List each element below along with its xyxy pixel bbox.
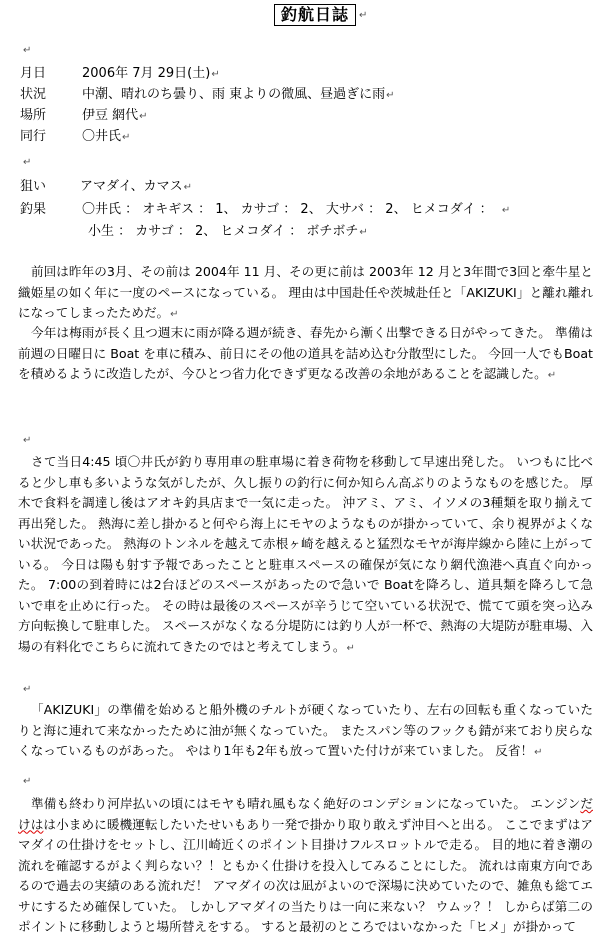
catch-text-2: 小生 ： カサゴ ： 2、 ヒメコダイ ： ボチボチ — [88, 224, 359, 239]
date-value-line: 2006年 7月 29日(土)↵ — [82, 66, 220, 81]
date-row — [20, 66, 46, 82]
place-value-line: 伊豆 網代↵ — [82, 108, 148, 123]
date-value: 2006年 7月 29日(土) — [82, 66, 211, 81]
document-title: 釣航日誌 — [274, 4, 356, 26]
catch-label: 釣果 — [20, 202, 47, 217]
paragraph-mark: ↵ — [359, 10, 368, 21]
catch-line-2: 小生 ： カサゴ ： 2、 ヒメコダイ ： ボチボチ↵ — [88, 224, 368, 239]
blank-line: ↵ — [23, 435, 32, 446]
title-row — [0, 4, 606, 30]
catch-line-1: 〇井氏 ： オキギス ： 1、 カサゴ ： 2、 大サバ ： 2、 ヒメコダイ ： ↵ — [82, 202, 511, 217]
paragraph-1: 前回は昨年の3月、その前は 2004年 11 月、その更に前は 2003年 12 月と3年間で3回と牽牛星と織姫星の如く年に一度のペースになっている。 理由は中国赴任や茨城赴任と「AKIZUKI」と離れ離れになってしまったためだ。↵ — [18, 264, 593, 320]
spellcheck-underlined-word: だけは — [18, 796, 593, 832]
paragraph-3-text: さて当日4:45 頃〇井氏が釣り専用車の駐車場に着き荷物を移動して早速出発した。 いつもに比べると少し車も多いような気がしたが、久し振りの釣行に何か知らん高ぶりのようなものを感じた。 厚木で食料を調達し後はアオキ釣具店まで一気に走った。 沖アミ、アミ、イソメの3種類を取り揃えて再出発した。 熱海に差し掛かると何やら海上にモヤのようなものが掛かっていて、余り視界がよくない状況であった。 熱海のトンネルを越えて赤根ヶ崎を越えると猛烈なモヤが海岸線から陸に上がっている。 今日は陽も射す予報であったことと駐車スペースの確保が気になり網代漁港へ真直ぐ向かった。 7:00の到着時には2台ほどのスペースがあったので急いで Boatを降ろし、道具類を降ろして急いで車を止めに行った。 その時は最後のスペースが辛うじて空いている状況で、慌てて頭を突っ込み方向転換して駐車した。 スペースがなくなる分堤防には釣り人が一杯で、熱海の大堤防が駐車場、入場の有料化でこちらに流れてきたのではと考えてしまう。 — [18, 454, 593, 654]
paragraph-1-text: 前回は昨年の3月、その前は 2004年 11 月、その更に前は 2003年 12 月と3年間で3回と牽牛星と織姫星の如く年に一度のペースになっている。 理由は中国赴任や茨城赴任と「AKIZUKI」と離れ離れになってしまったためだ。 — [18, 264, 593, 320]
target-label: 狙い — [20, 179, 47, 194]
status-value: 中潮、晴れのち曇り、雨 東よりの微風、昼過ぎに雨 — [82, 87, 386, 102]
blank-line: ↵ — [23, 45, 32, 56]
paragraph-2: 今年は梅雨が長く且つ週末に雨が降る週が続き、春先から漸く出撃できる日がやってきた。 準備は前週の日曜日に Boat を車に積み、前日にその他の道具を詰め込む分散型にした。 今回一人でもBoatを積めるように改造したが、今ひとつ省力化できず更なる改善の余地があることを認識した。↵ — [18, 325, 593, 381]
companion-value-line: 〇井氏↵ — [82, 129, 131, 144]
blank-line: ↵ — [23, 684, 32, 695]
paragraph-4: 「AKIZUKI」の準備を始めると船外機のチルトが硬くなっていたり、左右の回転も重くなっていたりと海に連れて来なかったために油が無くなっていた。 またスパン等のフックも錆が来ており戻らなくなっているものがあった。 やはり1年も2年も放って置いた付けが来ていました。 反省！↵ — [18, 702, 593, 758]
paragraph-5-text-b: は小まめに暖機運転したいたせいもあり一発で掛かり取り敢えず沖目へと出る。 ここでまずはアマダイの仕掛けをセットし、江川崎近くのポイント目掛けフルスロットルで走る。 目的地に着き潮の流れを確認するがよく判らない？！ともかく仕掛けを投入してみることにした。 流れは南東方向であるので過去の実績のある流れだ！ アマダイの次は凪がよいので深場に決めていたので、雑魚も総てエサにするため確保していた。 しかしアマダイの当たりは一向に来ない？ ウムッ？！ しからば第二のポイントに移動しようと場所替えをする。 すると最初のところではいなかった「ヒメ」が掛かって — [18, 816, 594, 934]
place-label: 場所 — [20, 108, 47, 123]
paragraph-3: さて当日4:45 頃〇井氏が釣り専用車の駐車場に着き荷物を移動して早速出発した。 いつもに比べると少し車も多いような気がしたが、久し振りの釣行に何か知らん高ぶりのようなものを感じた。 厚木で食料を調達し後はアオキ釣具店まで一気に走った。 沖アミ、アミ、イソメの3種類を取り揃えて再出発した。 熱海に差し掛かると何やら海上にモヤのようなものが掛かっていて、余り視界がよくない状況であった。 熱海のトンネルを越えて赤根ヶ崎を越えると猛烈なモヤが海岸線から陸に上がっている。 今日は陽も射す予報であったことと駐車スペースの確保が気になり網代漁港へ真直ぐ向かった。 7:00の到着時には2台ほどのスペースがあったので急いで Boatを降ろし、道具類を降ろして急いで車を止めに行った。 その時は最後のスペースが辛うじて空いている状況で、慌てて頭を突っ込み方向転換して駐車した。 スペースがなくなる分堤防には釣り人が一杯で、熱海の大堤防が駐車場、入場の有料化でこちらに流れてきたのではと考えてしまう。↵ — [18, 454, 593, 654]
catch-text-1: 〇井氏 ： オキギス ： 1、 カサゴ ： 2、 大サバ ： 2、 ヒメコダイ ： — [82, 202, 493, 217]
companion-label: 同行 — [20, 129, 47, 144]
blank-line: ↵ — [23, 157, 32, 168]
target-value: アマダイ、カマス — [80, 179, 183, 194]
date-label: 月日 — [20, 66, 47, 81]
companion-value: 〇井氏 — [82, 129, 122, 144]
place-value: 伊豆 網代 — [82, 108, 139, 123]
blank-line: ↵ — [23, 776, 32, 787]
paragraph-4-text: 「AKIZUKI」の準備を始めると船外機のチルトが硬くなっていたり、左右の回転も重くなっていたりと海に連れて来なかったために油が無くなっていた。 またスパン等のフックも錆が来ており戻らなくなっているものがあった。 やはり1年も2年も放って置いた付けが来ていました。 反省！ — [18, 702, 593, 758]
paragraph-2-text: 今年は梅雨が長く且つ週末に雨が降る週が続き、春先から漸く出撃できる日がやってきた。 準備は前週の日曜日に Boat を車に積み、前日にその他の道具を詰め込む分散型にした。 今回一人でもBoatを積めるように改造したが、今ひとつ省力化できず更なる改善の余地があることを認識した。 — [18, 325, 593, 381]
paragraph-5-text-a: 準備も終わり河岸払いの頃にはモヤも晴れ風もなく絶好のコンデションになっていた。 エンジン — [31, 796, 581, 811]
paragraph-5 — [18, 794, 593, 938]
target-value-line: アマダイ、カマス↵ — [80, 179, 192, 194]
status-value-line: 中潮、晴れのち曇り、雨 東よりの微風、昼過ぎに雨↵ — [82, 87, 395, 102]
status-label: 状況 — [20, 87, 47, 102]
